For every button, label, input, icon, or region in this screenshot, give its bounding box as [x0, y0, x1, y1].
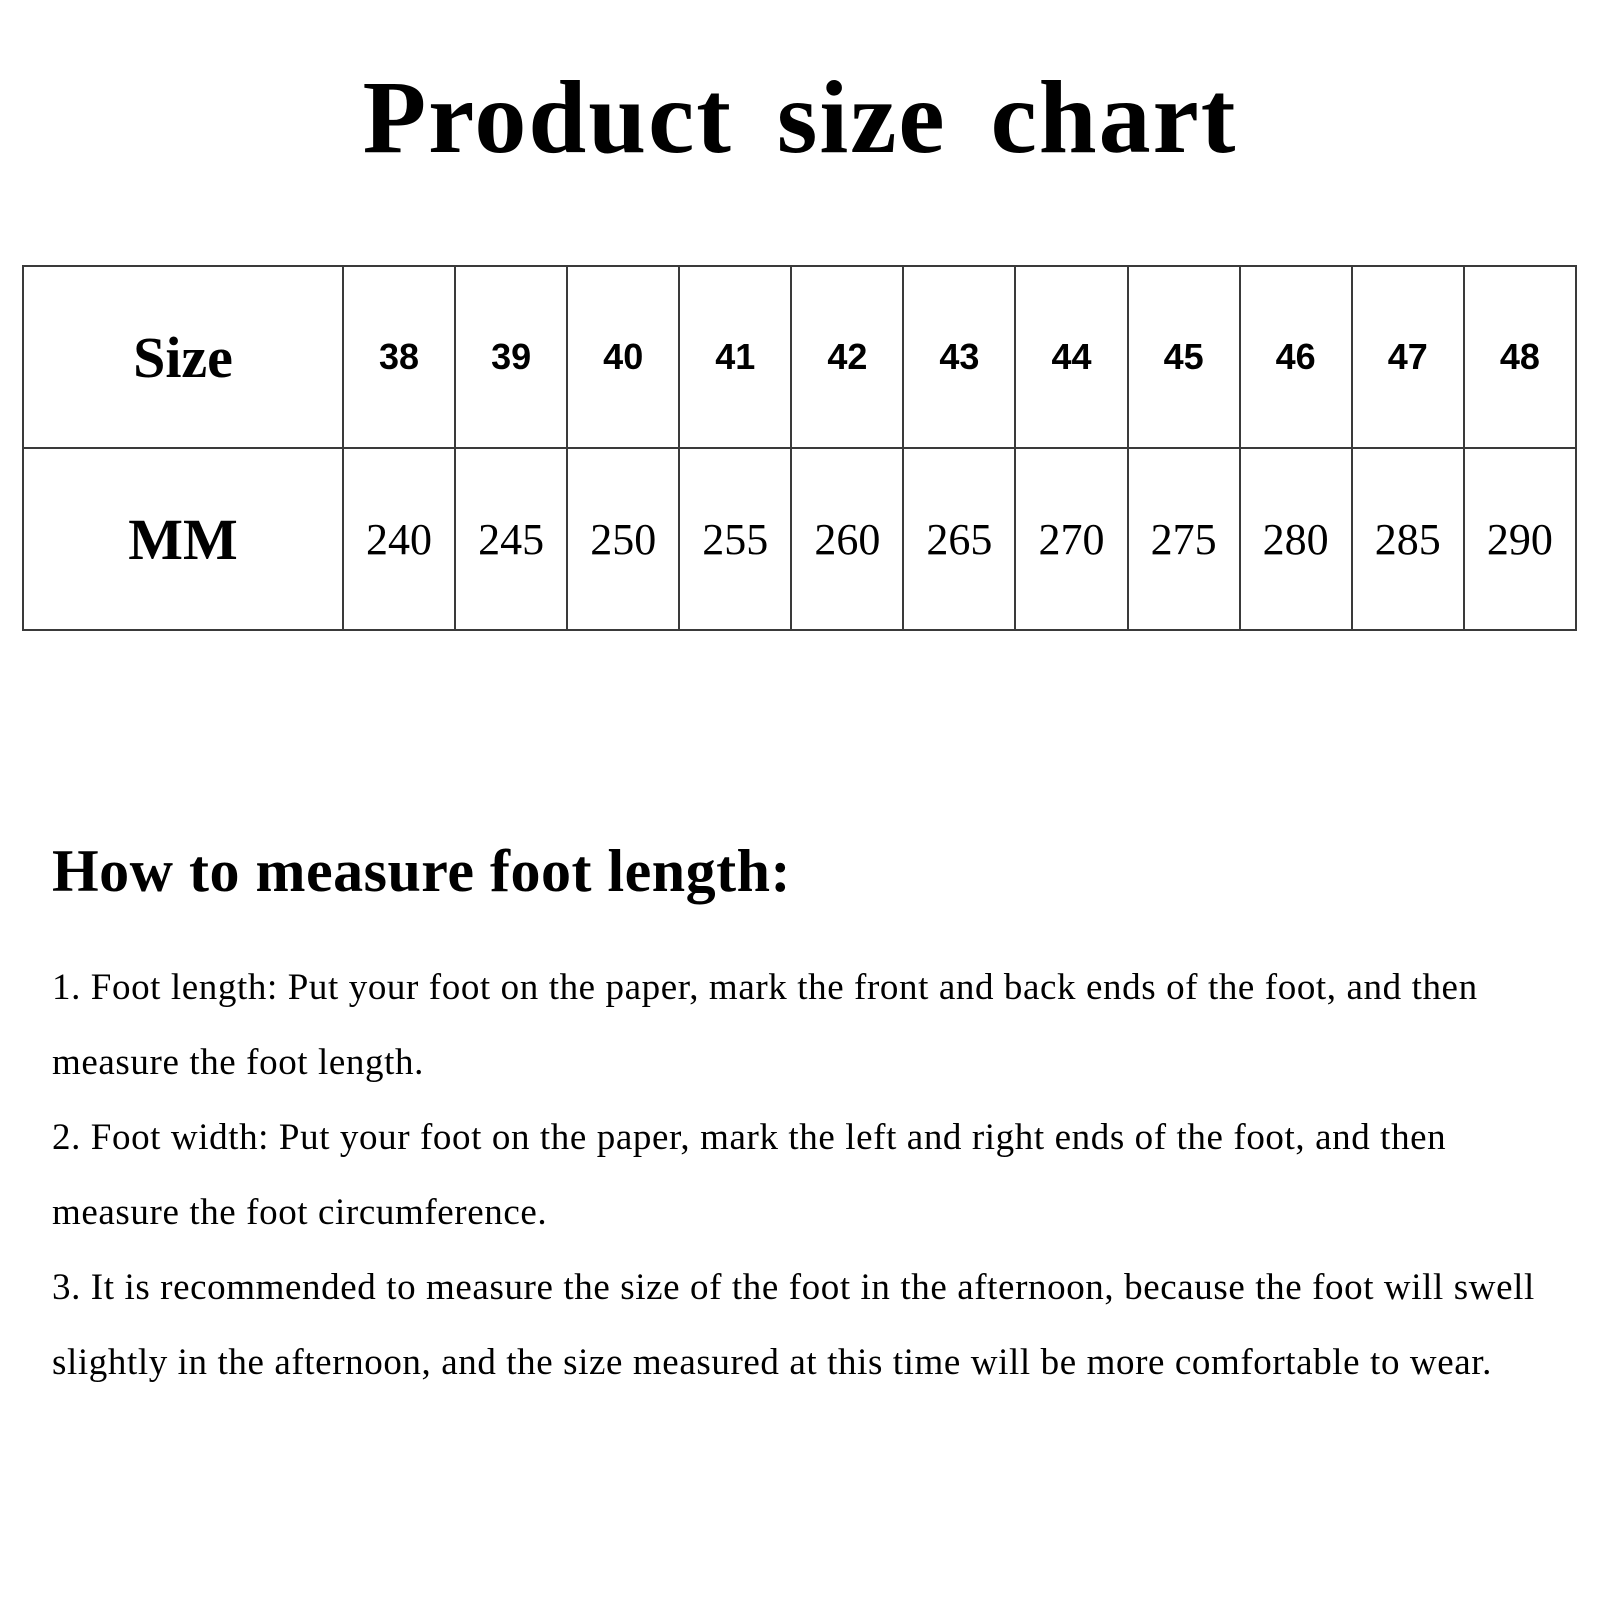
instructions-heading: How to measure foot length:: [52, 838, 791, 904]
size-table: [22, 265, 1577, 631]
size-cell: 40: [567, 266, 679, 448]
size-cell: 47: [1352, 266, 1464, 448]
instruction-item: 2. Foot width: Put your foot on the paper, mark the left and right ends of the foot, and then measure the foot circumference.: [52, 1117, 1447, 1233]
size-cell: 43: [903, 266, 1015, 448]
size-cell: 46: [1240, 266, 1352, 448]
size-cell: 48: [1464, 266, 1576, 448]
instruction-item: 1. Foot length: Put your foot on the paper, mark the front and back ends of the foot, and then measure the foot length.: [52, 967, 1478, 1083]
mm-cell: 240: [343, 448, 455, 630]
mm-cell: 250: [567, 448, 679, 630]
mm-cell: 255: [679, 448, 791, 630]
mm-cell: 265: [903, 448, 1015, 630]
size-cell: 39: [455, 266, 567, 448]
size-row-label: Size: [23, 266, 343, 448]
mm-cell: 270: [1015, 448, 1127, 630]
mm-cell: 280: [1240, 448, 1352, 630]
mm-cell: 290: [1464, 448, 1576, 630]
size-cell: 45: [1128, 266, 1240, 448]
page-title: Product size chart: [362, 60, 1238, 175]
mm-cell: 285: [1352, 448, 1464, 630]
size-row: [23, 266, 1576, 448]
size-cell: 44: [1015, 266, 1127, 448]
mm-cell: 275: [1128, 448, 1240, 630]
size-cell: 38: [343, 266, 455, 448]
instruction-item: 3. It is recommended to measure the size of the foot in the afternoon, because the foot will swell slightly in the afternoon, and the size measured at this time will be more comfortable to wear.: [52, 1267, 1535, 1383]
instructions-list: [52, 950, 1572, 1400]
mm-cell: 260: [791, 448, 903, 630]
mm-cell: 245: [455, 448, 567, 630]
mm-row: [23, 448, 1576, 630]
size-cell: 41: [679, 266, 791, 448]
mm-row-label: MM: [23, 448, 343, 630]
size-cell: 42: [791, 266, 903, 448]
